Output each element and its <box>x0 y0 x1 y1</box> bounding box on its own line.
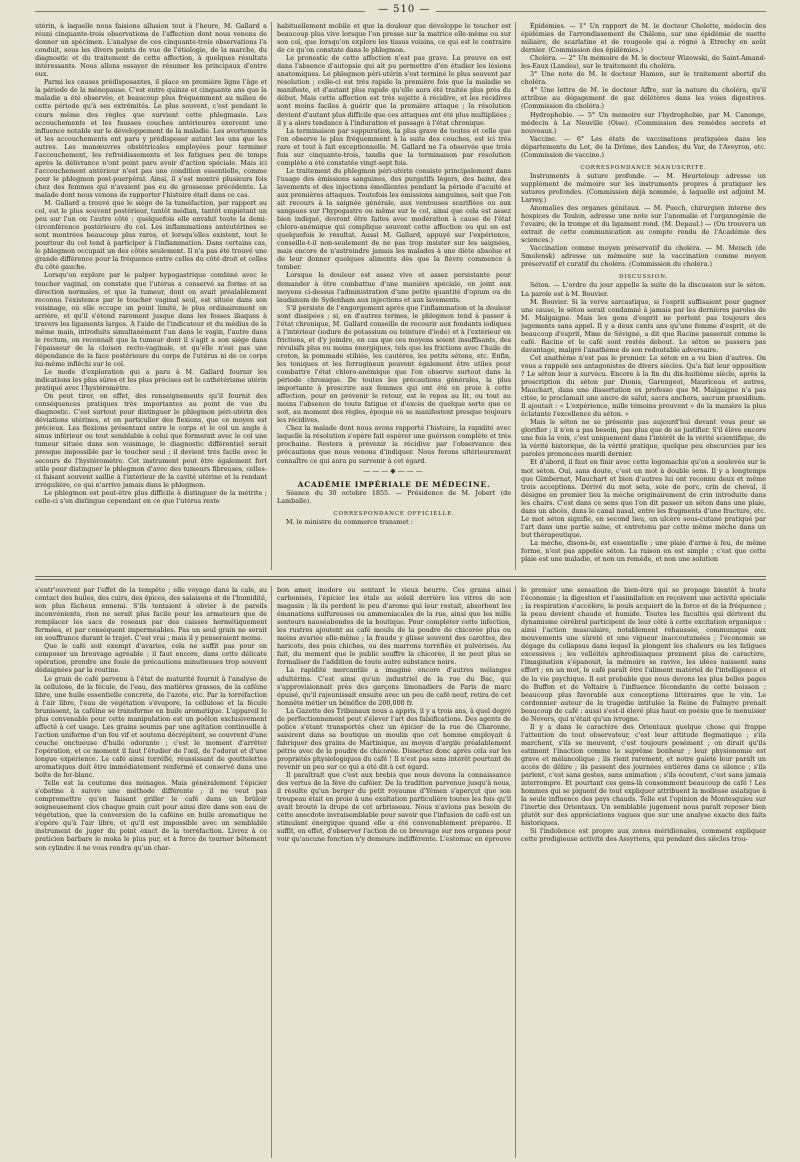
paragraph: La Gazette des Tribunaux nous a appris, il y a trois ans, à quel degré de perfectionnement peut s'élever l'art des falsifications. Des agents de police s'étant transportés chez un épicier de la rue de Charonne, saisirent dans sa boutique un moulin que cet homme employait à fabriquer des grains de Martinique, au moyen d'argile préalablement pétrie avec de la poudre de chicorée. Dissertez donc après cela sur les propriétés physiologiques du café ! Il n'est pas sans intérêt pourtant de revenir un peu sur ce qui a été dit à cet égard. <box>277 706 511 772</box>
paragraph: Hydrophobie. — 5° Un mémoire sur l'hydrophobie, par M. Canonge, médecin à La Neuville (Oise). (Commission des remèdes secrets et nouveaux.) <box>521 110 766 135</box>
paragraph: Le traitement du phlegmon péri-utérin consiste principalement dans l'usage des émissions sanguines, des purgatifs légers, des bains, des lavements et des injections émollientes pendant la période d'acuité et aux premières attaques. Toutefois les émissions sanguines, soit que l'on ait recours à la saignée générale, aux ventouses scarifiées ou aux sangsues sur l'hypogastre ou même sur le col, ainsi que cela est assez bien indiqué, devront être faites avec modération à cause de l'état chloro-anémique qui complique souvent cette affection ou qui en est quelquefois le résultat. Aussi M. Gallard, appuyé sur l'expérience, conseille-t-il non-seulement de ne pas trop insister sur les saignées, mais encore de n'astreindre jamais les malades à une diète absolue et de leur donner quelques aliments dès que la fièvre commence à tomber. <box>277 166 511 272</box>
header-rule-right <box>436 11 766 12</box>
paragraph: Il paraîtrait que c'est aux brebis que nous devons la connaissance des vertus de la fève du caféier. De la tradition parvenue jusqu'à nous, il résulte qu'un berger du petit royaume d'Yémen s'aperçut que son troupeau était en proie à une exaltation particulière toutes les fois qu'il avait brouté la drupe de cet arbrisseau. Nous n'avions pas besoin de cette anecdote invraisemblable pour savoir que l'infusion de café est un stimulant énergique quand elle a été convenablement préparée. Il suffit, en effet, d'observer l'action de ce breuvage sur nos organes pour voir qu'aucune fonction n'y demeure indifférente. L'estomac en éprouve <box>277 771 511 844</box>
paragraph: M. Bouvier. Si la verve sarcastique, si l'esprit suffisaient pour gagner une cause, le séton serait condamné à jamais par les dernières paroles de M. Malgaigne. Mais les gens d'esprit ne portent pas toujours des jugements sans appel. Il y a deux cents ans qu'une femme d'esprit, et de beaucoup d'esprit, Mme de Sévigné, a dit que Racine passerait comme le café. Racine et le café sont restés debout. Le séton se passera pas davantage, malgré l'anathème de son redoutable adversaire. <box>521 297 766 354</box>
paragraph: Séton. — L'ordre du jour appelle la suite de la discussion sur le séton. La parole est à M. Bouvier. <box>521 281 766 298</box>
paragraph: Et d'abord, il faut en finir avec cette logomachie qu'on a soulevée sur le mot séton. Oui, sans doute, c'est un mot à double sens. Il y a longtemps que Gimbernat, Mauchart et bien d'autres lui ont reconnu deux et même trois acceptions. Dérivé du mot seta, soie de porc, crin de cheval, il désigne en premier lieu la mèche originairement de crin introduite dans les chairs. C'est dans ce sens que l'on dit passer un séton dans une plaie, dans un abcès, dans le canal nasal, entre les fragments d'une fracture, etc. Le mot séton signifie, en second lieu, un ulcère sous-cutané pratiqué par l'art dans une partie saine, et entretenu par cette même mèche dans un but thérapeutique. <box>521 458 766 539</box>
feuilleton-column-1 <box>35 586 267 1158</box>
page-number: — 510 — <box>378 4 431 15</box>
paragraph: S'il persiste de l'engorgement après que l'inflammation et la douleur sont dissipées ; si, en d'autres termes, le phlegmon tend à passer à l'état chronique, M. Gallard conseille de recourir aux fondants iodiques à l'intérieur (iodure de potassium ou teinture d'iode) et à l'extérieur en frictions, et d'y joindre, en cas que ces moyens soient insuffisants, des révulsifs plus ou moins énergiques, tels que les frictions avec l'huile de croton, la pommade stibiée, les cautères, les petits sétons, etc. Enfin, les toniques et les ferrugineux peuvent également être utiles pour combattre l'état chloro-anémique que l'on observe surtout dans la période chronique. De toutes les précautions générales, la plus importante à prescrire aux femmes qui ont été en proie à cette affection, pour en prévenir le retour, est le repos au lit, ou tout au moins l'absence de toute fatigue et d'excès de quelque sorte que ce soit, au moment des règles, époque où se manifestent presque toujours les récidives. <box>277 303 511 425</box>
paragraph: M. le ministre du commerce transmet : <box>286 517 413 526</box>
paragraph: Que le café soit exempt d'avaries, cela ne suffit pas pour en composer un breuvage agréable ; il faut encore, dans cette délicate opération, prendre une foule de précautions minutieuses trop souvent dédaignées par la routine. <box>35 642 267 675</box>
paragraph: Le phlegmon est peut-être plus difficile à distinguer de la métrite ; celle-ci s'en distingue cependant en ce que l'utérus reste <box>35 488 267 505</box>
feuilleton-column-2 <box>277 586 511 1158</box>
paragraph: Vaccination comme moyen préservatif du choléra. — M. Meisch (de Smolensk) adresse un mémoire sur la vaccination comme moyen préservatif et curatif du choléra. (Commission du choléra.) <box>521 244 766 269</box>
subsection-title: DISCUSSION. <box>619 274 668 281</box>
paragraph: M. Gallard a trouvé que le siége de la tuméfaction, par rapport au col, est le plus souvent postérieur, tantôt médian, tantôt empiétant un peu sur l'un ou l'autre côté ; quelquefois elle envahit toute la demi-circonférence postérieure du col. Les inflammations antéutérines se sont montrées beaucoup plus rares, et lorsqu'elles existent, tout le pourtour du col tend à participer à l'inflammation. Dans certains cas, le phlegmon occupait un des côtés seulement. Il n'a pas été trouvé une grande différence pour la fréquence entre celles du côté droit et celles du côté gauche. <box>35 199 267 272</box>
column-divider <box>515 586 516 1158</box>
paragraph: habituellement mobile et que la douleur que développe le toucher est beaucoup plus vive lorsque l'on presse sur la matrice elle-même ou sur son col, que lorsqu'on explore les tissus voisins, ce qui est le contraire de ce qu'on constate dans le phlegmon. <box>277 22 511 55</box>
paragraph: le premier une sensation de bien-être qui se propage bientôt à toute l'économie ; la digestion et l'assimilation en reçoivent une activité spéciale ; la respiration s'accélère, le pouls acquiert de la force et de la fréquence ; la peau devient chaude et humide. Toutes les facultés qui dérivent du dynamisme cérébral participent de leur côté à cette excitation organique : ainsi l'action musculaire, notablement rehaussée, communique aux mouvements une sûreté et une vigueur inaccoutumées ; l'économie se dégage du collapsus dans lequel la plongent les chaleurs ou les fatigues excessives ; les velléités aphrodisiaques prennent plus de caractère, l'imagination s'épanouit, la mémoire se ravive, les idées naissent sans effort ; en un mot, le café paraît être l'aliment matériel de l'intelligence et de la vie psychique. Il est probable que nous devons les plus belles pages de Buffon et de Voltaire à l'influence fécondante de cette boisson ; beaucoup plus favorable aux conceptions littéraires que le vin. Le cordonnier auteur de la tragédie intitulée la Reine de Palmyre prenait beaucoup de café : aussi s'est-il élevé plus haut en poésie que le menuisier de Nevers, qui n'était qu'un ivrogne. <box>521 586 766 723</box>
paragraph: Mais le séton ne se présente pas aujourd'hui devant vous pour se glorifier ; il n'en a pas besoin, pas plus que de se justifier. S'il élève encore une fois la voix, c'est uniquement dans l'intérêt de la vérité scientifique, de la vérité historique, de la vérité pratique, quelque peu obscurcies par les paroles prononcées mardi dernier. <box>521 418 766 459</box>
paragraph: Anomalies des organes génitaux. — M. Puech, chirurgien interne des hospices de Toulon, adresse une note sur l'anomalie et l'organogénie de l'ovaire, de la trompe et du ligament rond. (M. Depaul.) — (On trouvera un extrait de cette communication au compte rendu de l'Académie des sciences.) <box>521 204 766 245</box>
paragraph: Lorsqu'on explore par le palper hypogastrique combiné avec le toucher vaginal, on constate que l'utérus a conservé sa forme et sa direction normales, et que la tumeur, dont on avait préalablement reconnu l'existence par le toucher vaginal seul, est située dans son voisinage, où elle occupe un point limité, le plus ordinairement en arrière, et qu'il s'étend rarement jusque dans les fosses iliaques à travers les ligaments larges. A l'aide de l'indicateur et du médius de la même main, introduits simultanément l'un dans le vagin, l'autre dans le rectum, on reconnaît que la tumeur dont il s'agit a son siége dans l'épaisseur de la cloison recto-vaginale, et qu'elle n'est pas une dépendance de la face postérieure du corps de l'utérus ni de ce corps lui-même infléchi sur le col. <box>35 271 267 368</box>
column-divider <box>271 586 272 1158</box>
section-title: ACADÉMIE IMPÉRIALE DE MÉDECINE. <box>297 479 491 489</box>
paragraph: La mèche, disons-le, est essentielle ; une plaie d'arme à feu, de même forme, n'est pas appelée séton. La raison en est simple ; c'est que cette plaie est une maladie, et non un remède, et non une solution <box>521 538 766 564</box>
feuilleton-column-3 <box>521 586 766 1158</box>
paragraph: Le mode d'exploration qui a paru à M. Gallard fournir les indications les plus sûres et les plus précises est le cathétérisme utérin pratiqué avec l'hystéromètre. <box>35 368 267 393</box>
paragraph: Lorsque la douleur est assez vive et assez persistante pour demander à être combattue d'une manière spéciale, on joint aux moyens ci-dessus l'administration d'une petite quantité d'opium ou de laudanum de Sydenham aux injections et aux lavements. <box>277 271 511 304</box>
article-column-2 <box>277 22 511 570</box>
feuilleton-rule <box>35 576 766 577</box>
article-column-1 <box>35 22 267 570</box>
paragraph: La rapidité mercantile a imaginé encore d'autres mélanges adultérins. C'est ainsi qu'un industriel de la rue du Bac, qui s'approvisionnait près des garçons limonadiers de Paris de marc épuisé, qu'il rajeunissait ensuite avec un peu de café neuf, retira de cet honnête métier un bénéfice de 200,000 fr. <box>277 666 511 707</box>
subsection-title: CORRESPONDANCE OFFICIELLE. <box>333 510 455 517</box>
paragraph: s'entr'ouvrent par l'effet de la tempête ; elle voyage dans la cale, au contact des huiles, des cuirs, des épices, des salaisons et de l'humidité, son plus fâcheux ennemi. S'ils tentaient à obvier à de pareils inconvénients, rien ne serait plus facile pour les armateurs que de remplacer les sacs de roseaux par des caisses hermétiquement fermées, et par conséquent imperméables. Pas un seul grain ne serait en souffrance durant le trajet. C'est vrai ; mais il y penseraient moins. <box>35 586 267 643</box>
paragraph: Instruments à suture profonde. — M. Heurteloup adresse un supplément de mémoire sur les instruments propres à pratiquer les sutures profondes. (Commission déjà nommée, à laquelle est adjoint M. Larrey.) <box>521 171 766 204</box>
paragraph: 4° Une lettre de M. le docteur Affre, sur la nature du choléra, qu'il attribue au dégagement de gaz délétères dans les voies digestives. (Commission du choléra.) <box>521 86 766 111</box>
paragraph: Choléra. — 2° Un mémoire de M. le docteur Wizewski, de Saint-Amand-les-Eaux (Landes), sur le traitement du choléra. <box>521 54 766 71</box>
section-ornament: ———◆——— <box>363 466 425 475</box>
paragraph: Vaccine. — 6° Les états de vaccinations pratiquées dans les départements du Lot, de la Drôme, des Landes, du Var, de l'Aveyron, etc. (Commission de vaccine.) <box>521 134 766 159</box>
paragraph: bon amer, inodore ou sentant le vieux beurre. Ces grains ainsi carbonisés, l'épicier les étale au soleil derrière les vitres de son magasin ; là ils perdent le peu d'arome qui leur restait, absorbent les émanations sulfureuses ou ammoniacales de la rue, ainsi que les mille senteurs nauséabondes de la boutique. Pour compléter cette infection, les rustres ajoutent au café moulu de la poudre de chicorée plus ou moins avariée elle-même ; la fraude y glisse souvent des carottes, des haricots, des pois chiches, ou des marrons torréfiés et pulvérisés. Au fait, du moment que le public souffre la chicorée, il ne peut plus se formaliser de l'addition de toute autre substance noire. <box>277 586 511 667</box>
paragraph: Épidémies. — 1° Un rapport de M. le docteur Cholette, médecin des épidémies de l'arrondissement de Châlons, sur une épidémie de suette miliaire, de scarlatine et de rougeole qui a régné à Etrechy en août dernier. (Commission des épidémies.) <box>521 22 766 55</box>
paragraph: 3° Une note de M. le docteur Hamon, sur le traitement abortif du choléra. <box>521 70 766 87</box>
paragraph: Le grain de café parvenu à l'état de maturité fournit à l'analyse de la cellulose, de la fécule, de l'eau, des matières grasses, de la caféine libre, une huile essentielle concrète, de l'azote, etc. Par la torréfaction à l'air libre, l'eau de végétation s'évapore, la cellulose et la fécule brunissent, la caféine se transforme en huile aromatique. L'appareil le plus convenable pour cette manipulation est un poêlon exclusivement affecté à cet usage. Les grains soumis par une agitation continuelle à l'action uniforme d'un feu vif et soutenu décrépitent, se couvrent d'une couche onctueuse d'huile odorante ; c'est le moment d'arrêter l'opération, et ce moment il faut l'étudier de l'œil, de l'odorat et d'une longue expérience. Le café ainsi torréfié, réussissant de gouttelettes aromatiques doit être immédiatement renfermé et conservé dans une boîte de fer-blanc. <box>35 674 267 780</box>
paragraph: Il y a dans le caractère des Orientaux quelque chose qui frappe l'attention de tout observateur, c'est leur attitude flegmatique ; s'ils marchent, s'ils se meuvent, c'est toujours posément ; on dirait qu'ils estiment l'inaction comme le suprême bonheur ; leur physionomie est grave et mélancolique ; ils rient rarement, et notre gaieté leur paraît un accès de délire ; ils passent des journées entières dans ce silence ; s'ils parlent, c'est sans gestes, sans animation ; s'ils écoutent, c'est sans jamais interrompre. Et pourtant ces gens-là consomment beaucoup de café ! Les hommes qui se piquent de tout expliquer attribuent la mollesse asiatique à la seule influence des pays chauds. Telle est l'opinion de Montesquieu sur l'inertie des Orientaux. Un semblable jugement nous paraît reposer bien plutôt sur des appréciations vagues que sur une analyse exacte des faits historiques. <box>521 722 766 828</box>
paragraph: Telle est la coutume des ménages. Mais généralement l'épicier s'obstine à suivre une méthode différente ; il ne veut pas compromettre qu'en faisant griller le café dans un brûloir soigneusement clos chaque grain cuit pour ainsi dire dans son eau de végétation, que la conversion de la caféine en huile aromatique ne s'opère qu'à l'air libre, et qu'il est impossible avec un semblable instrument de juger du point exact de la torréfaction. Livrez à ce praticien barbare le moka le plus pur, et à force de tourner bêtement son cylindre il ne vous rendra qu'un char- <box>35 779 267 852</box>
session-line: Séance du 30 octobre 1855. — Présidence de M. Jobert (de Lamballe). <box>277 488 511 505</box>
paragraph: La terminaison par suppuration, la plus grave de toutes et celle que l'on observe le plus fréquemment à la suite des couches, est ici très rare et tout à fait exceptionnelle. M. Gallard ne l'a observée que trois fois sur cinquante-trois, tandis que la terminaison par résolution complète a été constatée vingt-sept fois. <box>277 126 511 167</box>
paragraph: Si l'indolence est propre aux zones méridionales, comment expliquer cette prodigieuse activité des Assyriens, qui pendant des siècles trou- <box>521 827 766 844</box>
subsection-title: CORRESPONDANCE MANUSCRITE. <box>580 164 707 171</box>
column-divider <box>515 22 516 570</box>
feuilleton-rule <box>35 579 766 580</box>
paragraph: Cet anathème n'est pas le premier. Le séton en a vu bien d'autres. On vous a rappelé ses antagonistes de divers siècles. Qu'a fait leur opposition ? Le séton leur a survécu. Encore à la fin du dix-huitième siècle, après la proscription du séton par Dionis, Garengeot, Mauriceau et autres, Mauchart, dans une dissertation ex professo que M. Malgaigne n'a pas citée, le proclamait une ancre de salut, sacra anchora, sacrum praesidium. Il ajoutait : « L'expérience, mille témoins prouvent » de la manière la plus éclatante l'excellence du séton. » <box>521 353 766 419</box>
paragraph: Chez la malade dont nous avons rapporté l'histoire, la rapidité avec laquelle la résolution s'opère fait espérer une guérison complète et très prochaine. Restera à prévenir la récidive par l'observance des précautions que nous venons d'indiquer. Nous ferons ultérieurement connaître ce qui aura pu survenir à cet égard. <box>277 424 511 465</box>
header-rule-left <box>35 11 365 12</box>
page-header <box>0 0 800 22</box>
paragraph: On peut tirer, en effet, des renseignements qu'il fournit des conséquences pratiques très importantes au point de vue du diagnostic. C'est surtout pour distinguer le phlegmon péri-utérin des déviations utérines, et en particulier des flexions, que ce moyen est précieux. Les flexions présentant entre le corps et le col un angle à sinus inférieur ou tout semblable à celui que formerait avec le col une tumeur située dans son voisinage, le diagnostic différentiel serait presque impossible par le toucher seul ; il devient très facile avec le secours de l'hystéromètre. Cet instrument peut être également fort utile pour distinguer le phlegmon d'avec des tumeurs fibreuses, celles-ci faisant souvent saillie à l'intérieur de la cavité utérine et la rendant irrégulière, ce qui n'arrive jamais dans le phlegmon. <box>35 392 267 489</box>
article-column-3 <box>521 22 766 570</box>
paragraph: Le pronostic de cette affection n'est pas grave. La preuve en est dans l'absence d'autopsie qui ait pu permettre d'en étudier les lésions anatomiques. Le phlegmon péri-utérin s'est terminé le plus souvent par résolution ; celle-ci est très rapide la première fois que la maladie se manifeste, et d'autant plus rapide qu'elle aura été traitée plus près du début. Mais cette affection est très sujette à récidive, et les récidives sont moins faciles à guérir que la première attaque ; la résolution devient d'autant plus difficile que ces attaques ont été plus multipliées ; il y a alors tendance à l'induration et passage à l'état chronique. <box>277 54 511 127</box>
paragraph: utérin, à laquelle nous faisions allusion tout à l'heure, M. Gallard a réuni cinquante-trois observations de l'affection dont nous venons de donner un spécimen. L'analyse de ces cinquante-trois observations l'a conduit, sous les divers points de vue de l'étiologie, de la marche, du diagnostic et du traitement de cette affection, à quelques résultats intéressants. Nous allons essayer de résumer les principaux d'entre eux. <box>35 22 267 79</box>
column-divider <box>271 22 272 570</box>
paragraph: Parmi les causes prédisposantes, il place en première ligne l'âge et la période de la ménopause. C'est entre quinze et cinquante ans que la maladie a été observée, et beaucoup plus fréquemment au milieu de cette période qu'à ses extrémités. Le plus souvent, c'est pendant le cours même des règles que survient cette phlegmasie. Les accouchements et les fausses couches antérieures exercent une influence notable sur le développement de la maladie. Les avortements et les accouchements ont paru y prédisposer autant les uns que les autres. Les manœuvres obstétricales employées pour terminer l'accouchement, les refroidissements et les fatigues peu de temps après la délivrance n'ont point paru avoir d'action spéciale. Mais ici l'accouchement antérieur n'est pas une condition essentielle, comme pour le phlegmon post-puerpéral. Ainsi, il s'est montré plusieurs fois chez des femmes qui n'avaient pas eu de grossesse précédente. La malade dont nous venons de rapporter l'histoire était dans ce cas. <box>35 78 267 199</box>
